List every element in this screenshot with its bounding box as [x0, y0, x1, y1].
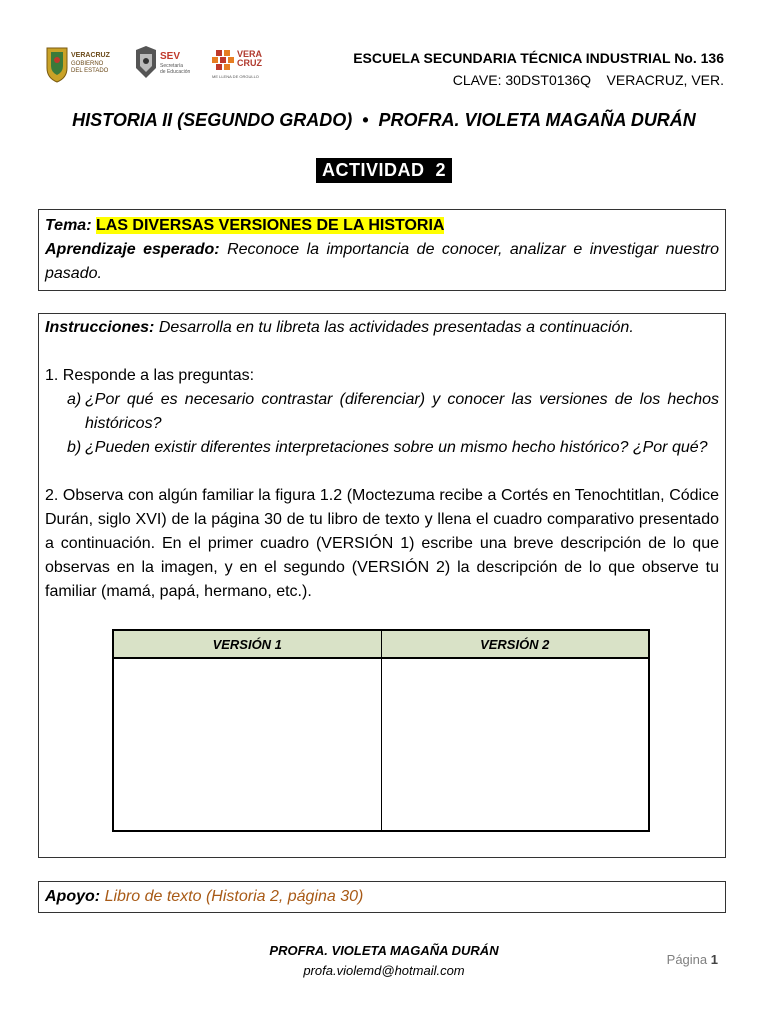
- support-label: Apoyo:: [45, 888, 101, 905]
- logo-text: ME LLENA DE ORGULLO: [212, 74, 259, 79]
- footer: [0, 941, 768, 981]
- topic-box: [38, 209, 726, 291]
- page-label: Página: [666, 952, 708, 967]
- topic-value: LAS DIVERSAS VERSIONES DE LA HISTORIA: [95, 217, 445, 234]
- vera-cruz-logo: [210, 44, 274, 84]
- page-number: 1: [710, 952, 718, 967]
- comparison-table: [112, 629, 650, 832]
- question-item: [45, 436, 719, 460]
- question-item-text: ¿Pueden existir diferentes interpretaciones sobre un mismo hecho histórico? ¿Por qué?: [85, 439, 708, 456]
- logo-text: GOBIERNO: [71, 61, 104, 67]
- header-logos: [44, 44, 274, 84]
- support-box: [38, 881, 726, 913]
- page-indicator: [667, 952, 718, 967]
- question-item-letter: a): [67, 391, 82, 408]
- table-cell-version-2[interactable]: [381, 658, 649, 831]
- logo-text: Secretaría: [160, 63, 184, 69]
- question-item-text: ¿Por qué es necesario contrastar (diferenciar) y conocer las versiones de los hechos históricos?: [85, 391, 719, 432]
- logo-text: de Educación: [160, 69, 191, 75]
- footer-email: profa.violemd@hotmail.com: [303, 963, 465, 978]
- school-name: ESCUELA SECUNDARIA TÉCNICA INDUSTRIAL No. 136: [353, 50, 724, 66]
- table-cell-version-1[interactable]: [113, 658, 381, 831]
- logo-text: SEV: [160, 51, 181, 62]
- topic-label: Tema:: [45, 217, 92, 234]
- logo-text: CRUZ: [237, 58, 262, 68]
- course-title: HISTORIA II (SEGUNDO GRADO) • PROFRA. VIOLETA MAGAÑA DURÁN: [72, 110, 696, 130]
- logo-text: VERACRUZ: [71, 52, 110, 59]
- logo-text: VERA: [237, 49, 263, 59]
- instructions-label: Instrucciones:: [45, 319, 155, 336]
- support-text: Libro de texto (Historia 2, página 30): [104, 888, 364, 905]
- question-item: [45, 388, 719, 436]
- question-item-letter: b): [67, 439, 82, 456]
- school-info: [353, 47, 724, 91]
- activity-label: ACTIVIDAD 2: [316, 158, 452, 183]
- sev-logo: [134, 44, 206, 84]
- learning-text: Reconoce la importancia de conocer, analizar e investigar nuestro pasado.: [45, 241, 720, 282]
- veracruz-gobierno-logo: [44, 44, 122, 84]
- logo-text: DEL ESTADO: [71, 68, 109, 74]
- table-header-version-2: VERSIÓN 2: [381, 630, 649, 658]
- learning-label: Aprendizaje esperado:: [45, 241, 220, 258]
- school-clave: CLAVE: 30DST0136Q VERACRUZ, VER.: [452, 72, 724, 88]
- activity-wrapper: [0, 158, 768, 183]
- footer-name: PROFRA. VIOLETA MAGAÑA DURÁN: [269, 943, 499, 958]
- question-1-title: 1. Responde a las preguntas:: [45, 367, 255, 384]
- question-2-text: 2. Observa con algún familiar la figura 1.2 (Moctezuma recibe a Cortés en Tenochtitlan, Códice Durán, siglo XVI) de la página 30 de tu libro de texto y llena el cuadro comparativo presentado a continuación. En el primer cuadro (VERSIÓN 1) escribe una breve descripción de lo que observas en la imagen, y en el segundo (VERSIÓN 2) la descripción de lo que observe tu familiar (mamá, papá, hermano, etc.).: [45, 487, 719, 600]
- table-header-version-1: VERSIÓN 1: [113, 630, 381, 658]
- instructions-text: Desarrolla en tu libreta las actividades presentadas a continuación.: [158, 319, 634, 336]
